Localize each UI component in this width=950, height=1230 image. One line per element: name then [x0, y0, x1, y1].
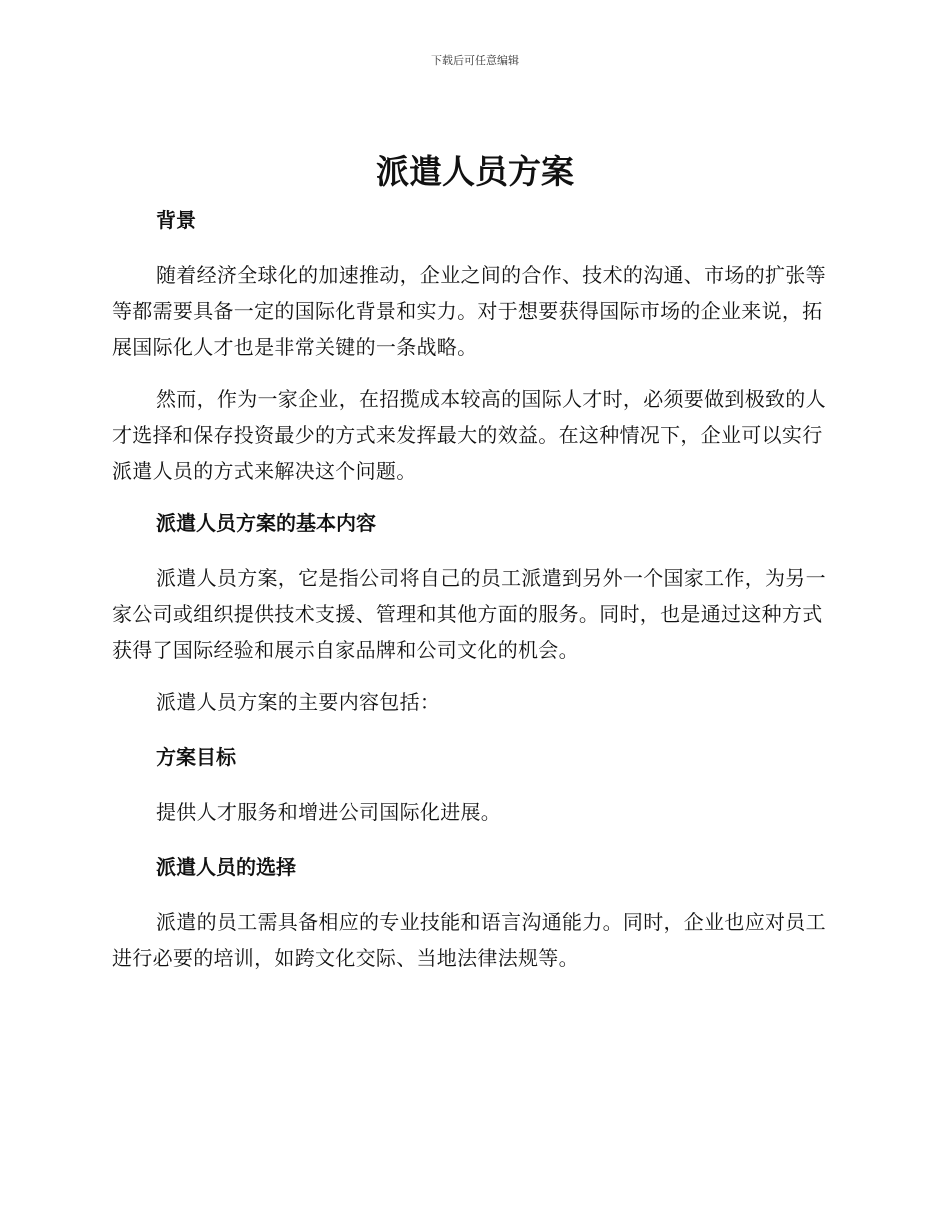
- section-heading-background: 背景: [156, 208, 196, 232]
- paragraph-selection: 派遣的员工需具备相应的专业技能和语言沟通能力。同时，企业也应对员工进行必要的培训，如跨文化交际、当地法律法规等。: [112, 910, 826, 970]
- section-heading-goal: 方案目标: [156, 745, 236, 769]
- paragraph-basic-content-2: 派遣人员方案的主要内容包括：: [156, 690, 441, 714]
- paragraph-background-2: 然而，作为一家企业，在招揽成本较高的国际人才时，必须要做到极致的人才选择和保存投资最少的方式来发挥最大的效益。在这种情况下，企业可以实行派遣人员的方式来解决这个问题。: [112, 387, 826, 483]
- section-heading-basic-content: 派遣人员方案的基本内容: [156, 511, 376, 535]
- paragraph-background-1: 随着经济全球化的加速推动，企业之间的合作、技术的沟通、市场的扩张等等都需要具备一定的国际化背景和实力。对于想要获得国际市场的企业来说，拓展国际化人才也是非常关键的一条战略。: [112, 263, 826, 359]
- header-note: 下载后可任意编辑: [431, 54, 519, 67]
- paragraph-basic-content-1: 派遣人员方案，它是指公司将自己的员工派遣到另外一个国家工作，为另一家公司或组织提供技术支援、管理和其他方面的服务。同时，也是通过这种方式获得了国际经验和展示自家品牌和公司文化的机会。: [112, 566, 826, 662]
- paragraph-goal: 提供人才服务和增进公司国际化进展。: [156, 800, 502, 824]
- document-title: 派遣人员方案: [376, 152, 574, 191]
- document-body: [112, 202, 832, 976]
- section-heading-selection: 派遣人员的选择: [156, 855, 296, 879]
